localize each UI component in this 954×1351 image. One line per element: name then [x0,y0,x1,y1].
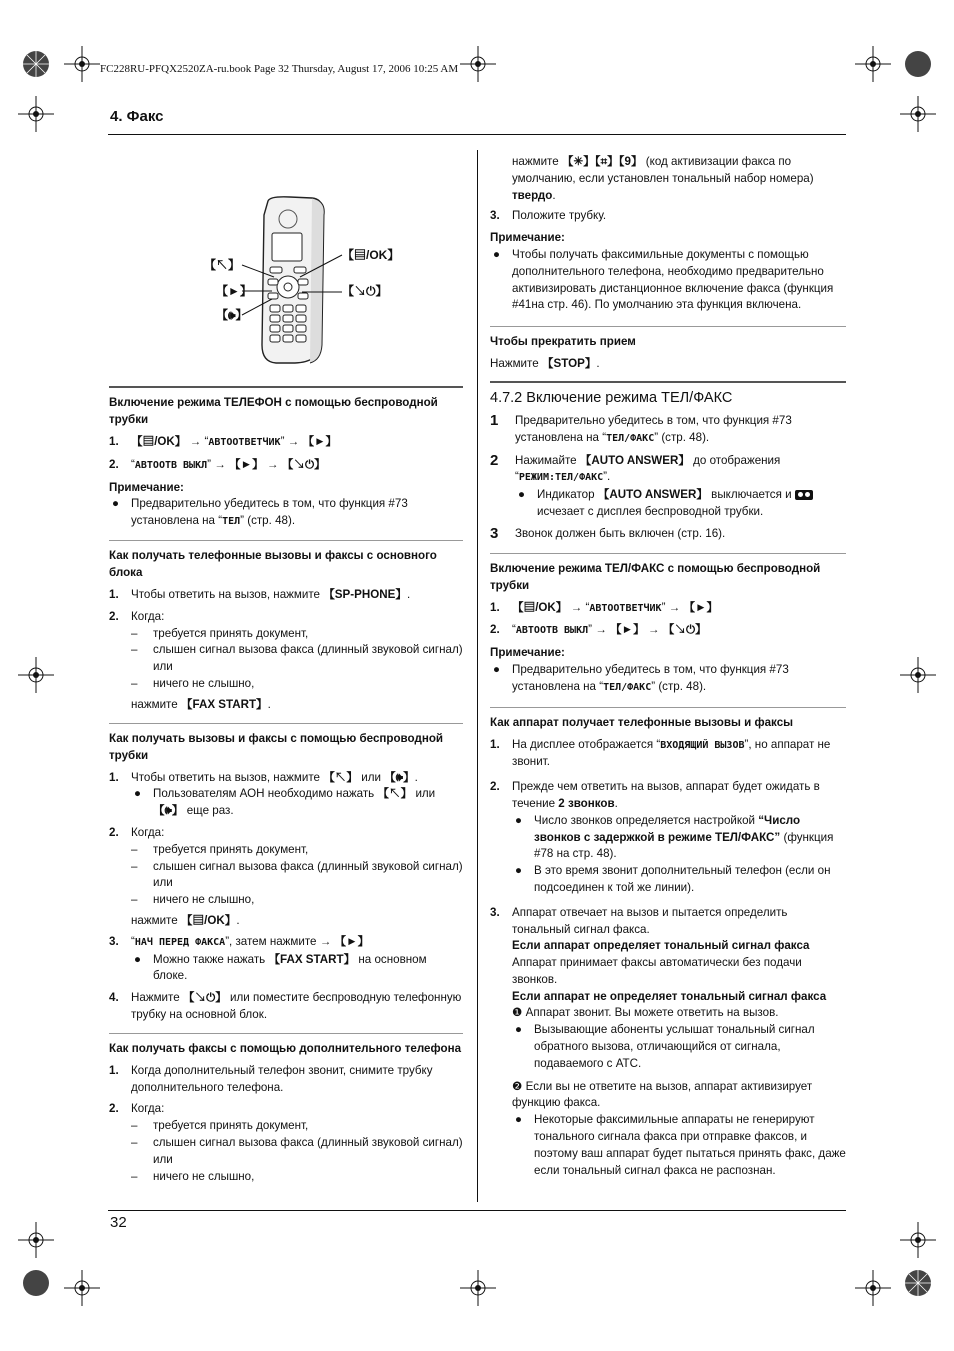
note-label: Примечание: [490,231,565,245]
item-text: Прежде чем ответить на вызов, аппарат будет ожидать в течение [512,780,820,810]
item-text: . [236,913,240,927]
dash-item [131,626,463,643]
section-divider [109,723,463,724]
list-item [109,825,463,842]
dash-icon: – [131,842,138,856]
quote: “ [131,457,135,471]
dash-icon: – [131,859,138,873]
key-label: 【FAX START】 [268,952,356,966]
section-heading: Как получать факсы с помощью дополнительного телефона [109,1041,462,1055]
section-divider [490,326,846,327]
key-label: 【✳】【⌗】【9】 [561,155,643,168]
section-title: 4. Факс [110,108,164,125]
item-text: Положите трубку. [512,209,607,223]
item-text: ничего не слышно, [153,893,255,907]
item-text: требуется принять документ, [153,626,309,640]
crosshair-mark-left-bottom [18,1222,54,1258]
lcd-text: ВХОДЯЩИЙ ВЫЗОВ [660,739,745,751]
item-text: (код активизации факса по умолчанию, если установлен тональный набор номера) [512,155,814,185]
bullet-item [512,1112,846,1179]
subsection-heading: 4.7.2 Включение режима ТЕЛ/ФАКС [490,389,733,406]
figure-label-off: 【↘⏻】 [342,284,388,298]
bullet-item [490,662,846,697]
item-text: Когда дополнительный телефон звонит, снимите трубку дополнительного телефона. [131,1063,433,1094]
key-label: 【AUTO ANSWER】 [597,488,708,502]
item-text: слышен сигнал вызова факса (длинный звуковой сигнал) или [153,1135,463,1166]
section-divider [109,386,463,388]
dash-item [131,1135,463,1169]
key-label: 【STOP】 [541,357,597,371]
key-label: 【►】 [610,623,645,637]
bullet-icon: ● [134,787,142,801]
continued-text [490,154,846,204]
item-text: Можно также нажать [153,952,269,966]
dash-icon: – [131,1119,138,1133]
item-text: Нажмите [490,357,542,371]
item-text: “Число звонков с задержкой в режиме ТЕЛ/ФАКС” [534,813,801,844]
key-label: 【↘⏻】 [182,991,227,1005]
footer-rule [108,1210,846,1211]
key-label: 【►】 [302,435,338,448]
list-item [109,434,463,452]
figure-label-menu-ok: 【▤/OK】 [342,248,400,262]
item-number: 3. [109,934,119,948]
column-divider [477,150,478,1202]
item-text: Число звонков определяется настройкой [534,813,759,827]
dash-icon: – [131,1135,138,1149]
key-label: 【↖】 [377,787,413,801]
lcd-text: АВТООТВЕТЧИК [589,602,662,614]
item-text: . [596,357,600,371]
condition-heading: Если аппарат не определяет тональный сигнал факса [512,989,827,1003]
key-label: 【▤/OK】 [131,435,187,448]
bullet-item [512,863,846,897]
list-item [109,1101,463,1118]
note-text: ” (стр. 48). [240,514,296,528]
item-text: . [267,697,271,711]
item-text: ничего не слышно, [153,676,255,690]
circled-two-icon: ❷ [512,1079,523,1093]
dash-icon: – [131,1169,138,1183]
item-number: 2. [109,457,119,471]
item-text: требуется принять документ, [153,1119,309,1133]
figure-label-talk: 【↖】 [204,258,241,272]
note-text: ” (стр. 48). [651,679,707,693]
item-text: В это время звонит дополнительный телефон (если он подсоединен к той же линии). [534,864,831,894]
list-item [490,208,846,225]
item-text: Индикатор [537,488,598,502]
step-item [490,526,846,543]
registration-mark-bl [18,1265,54,1301]
figure-label-right: 【►】 [216,284,252,298]
step-item [490,453,846,488]
item-text: Пользователям АОН необходимо нажать [153,787,378,801]
dash-item [131,642,463,676]
section-heading: Как аппарат получает телефонные вызовы и факсы [490,715,794,729]
lcd-text: ТЕЛ/ФАКС [606,432,655,444]
item-text: выключается и [707,488,795,502]
page-number: 32 [110,1214,127,1231]
arrow: → [567,600,586,614]
bullet-item [131,952,463,986]
dash-icon: – [131,893,138,907]
key-label: 【►】 [334,934,370,948]
figure-label-speaker: 【🕪】 [216,308,248,322]
dash-item [131,1118,463,1135]
list-item [490,622,846,640]
item-text: слышен сигнал вызова факса (длинный звуковой сигнал) или [153,643,463,674]
section-divider [490,707,846,708]
bullet-icon: ● [515,864,523,878]
item-text: Нажмите [131,991,183,1005]
key-label: 【🕪】 [153,804,184,818]
key-label: 【↘⏻】 [281,457,326,471]
lcd-text: ТЕЛ [222,516,241,528]
arrow: → [186,435,205,448]
item-text: ”, но аппарат не звонит. [512,737,831,769]
dash-icon: – [131,643,138,657]
header-rule [108,134,846,135]
item-number: 1. [109,1063,119,1077]
right-column [490,154,846,1179]
item-text: твердо [512,188,553,202]
quote: ” → [280,435,303,448]
item-text: Вызывающие абоненты услышат тональный сигнал обратного вызова, отличающийся от сигнала, подаваемого с АТС. [534,1023,815,1070]
quote: “ [512,623,516,637]
section-heading: Включение режима ТЕЛЕФОН с помощью беспроводной трубки [109,396,438,426]
item-text: ничего не слышно, [153,1169,255,1183]
key-label: 【►】 [229,457,264,471]
key-label: 【🕪】 [384,770,415,784]
crosshair-mark-tc [460,46,496,82]
left-column [109,386,463,1185]
section-divider [109,1033,463,1034]
dash-icon: – [131,626,138,640]
key-label: 【↘⏻】 [662,623,707,637]
item-number: 1. [490,737,500,751]
item-text: или [358,770,385,784]
item-text: Чтобы ответить на вызов, нажмите [131,587,324,601]
list-item [490,779,846,813]
crosshair-mark-right-mid [900,657,936,693]
bullet-icon: ● [493,662,501,676]
quote: “ [585,600,590,614]
press-line [109,697,463,714]
quote: ” → [588,623,611,637]
item-text: Нажимайте [515,453,580,467]
step-item [490,413,846,448]
bullet-icon: ● [515,813,523,827]
item-text: На дисплее отображается “ [512,737,661,751]
item-text: ”. [603,470,611,484]
item-text: нажмите [512,155,562,168]
quote: “ [131,934,135,948]
item-text: Если вы не ответите на вызов, аппарат активизирует функцию факса. [512,1079,813,1110]
item-number: 2. [490,623,500,637]
list-item [109,457,463,475]
dash-item [131,892,463,909]
key-label: 【FAX START】 [180,697,268,711]
item-text: Аппарат звонит. Вы можете ответить на вызов. [522,1006,779,1020]
step-number: 1 [490,411,499,429]
crosshair-mark-right-top [900,96,936,132]
registration-mark-br [900,1265,936,1301]
note-text: Предварительно убедитесь в том, что функция #73 установлена на “ [131,497,408,528]
list-item [109,1063,463,1097]
crosshair-mark-right-bottom [900,1222,936,1258]
item-text: ”, затем нажмите → [225,934,335,948]
lcd-text: ТЕЛ/ФАКС [603,681,652,693]
crosshair-mark-br [855,1270,891,1306]
key-label: 【AUTO ANSWER】 [579,453,690,467]
quote: ” → [207,457,230,471]
item-text: нажмите [131,913,181,927]
crosshair-mark-bc [460,1270,496,1306]
item-number: 3. [490,209,500,223]
item-text: Чтобы ответить на вызов, нажмите [131,770,324,784]
item-number: 1. [109,770,119,784]
bullet-icon: ● [493,247,501,261]
item-text: до отображения “ [515,453,781,484]
item-text: Предварительно убедитесь в том, что функция #73 установлена на “ [515,413,792,444]
dash-item [131,842,463,859]
note-text: Чтобы получать факсимильные документы с помощью дополнительного телефона, необходимо предварительно активизировать дистанционное включение факса (функция #41на стр. 46). По умолчанию эта функция включена. [512,247,834,312]
crosshair-mark-tl [64,46,100,82]
bullet-item [515,487,846,521]
step-number: 2 [490,451,499,469]
bullet-icon: ● [515,1023,523,1037]
circled-item [490,1079,846,1113]
item-number: 3. [490,905,500,919]
item-text: Аппарат отвечает на вызов и пытается определить тональный сигнал факса. [512,905,788,936]
bullet-item [512,813,846,863]
registration-mark-tl [18,46,54,82]
list-item [490,905,846,939]
list-item [109,587,463,604]
item-text: . [414,770,418,784]
bullet-item [490,247,846,314]
quote: ” → [661,600,684,614]
item-text: слышен сигнал вызова факса (длинный звуковой сигнал) или [153,859,463,890]
lcd-text: АВТООТВ ВЫКЛ [134,459,208,471]
note-text: Предварительно убедитесь в том, что функция #73 установлена на “ [512,662,789,693]
item-text: или поместите беспроводную телефонную трубку на основной блок. [131,991,462,1021]
arrow: → [263,457,282,471]
note-label: Примечание: [490,646,565,660]
key-label: 【↖】 [323,770,358,784]
list-item [490,737,846,772]
crosshair-mark-left-mid [18,657,54,693]
bullet-icon: ● [515,1113,523,1127]
item-number: 4. [109,991,119,1005]
crosshair-mark-tr [855,46,891,82]
dash-item [131,1169,463,1186]
bullet-item [512,1022,846,1072]
item-number: 1. [490,600,500,614]
item-text: Когда: [131,825,165,839]
item-text: Звонок должен быть включен (стр. 16). [515,526,726,540]
print-header: FC228RU-PFQX2520ZA-ru.book Page 32 Thursday, August 17, 2006 10:25 AM [100,63,459,75]
item-text: . [614,796,618,810]
section-divider [490,553,846,554]
circled-item [490,1005,846,1022]
handset-figure [200,195,410,370]
item-text: . [552,188,556,202]
section-heading: Чтобы прекратить прием [490,335,636,349]
item-number: 1. [109,587,119,601]
cassette-icon [795,490,813,500]
item-text: Когда: [131,1102,165,1116]
section-divider [490,381,846,383]
list-item [109,770,463,787]
item-number: 1. [109,435,119,448]
lcd-text: АВТООТВ ВЫКЛ [515,625,589,637]
note-label: Примечание: [109,480,184,494]
list-item [109,990,463,1024]
key-label: 【▤/OK】 [512,600,568,614]
bullet-icon: ● [518,488,526,502]
lcd-text: АВТООТВЕТЧИК [208,437,281,448]
item-text: на основном блоке. [153,952,427,983]
section-heading: Как получать телефонные вызовы и факсы с основного блока [109,548,437,579]
circled-one-icon: ❶ [512,1006,523,1020]
section-heading: Как получать вызовы и факсы с помощью беспроводной трубки [109,731,444,762]
dash-icon: – [131,676,138,690]
key-label: 【▤/OK】 [180,913,237,927]
section-heading: Включение режима ТЕЛ/ФАКС с помощью беспроводной трубки [490,561,821,592]
dash-item [131,676,463,693]
condition-heading: Если аппарат определяет тональный сигнал факса [512,939,810,953]
list-item [109,609,463,626]
item-text: Некоторые факсимильные аппараты не генерируют тонального сигнала факса при отправке факсов, и поэтому ваш аппарат будет пытаться принять факс, даже если тональный сигнал факса не распознан. [534,1113,846,1177]
bullet-item [109,496,463,531]
press-line [109,913,463,930]
item-number: 2. [490,780,500,794]
item-text: требуется принять документ, [153,842,309,856]
stop-line [490,356,846,373]
item-number: 2. [109,609,119,623]
item-text: . [406,587,411,601]
dash-item [131,859,463,893]
item-text: еще раз. [183,804,234,818]
bullet-icon: ● [112,497,120,511]
section-divider [109,540,463,541]
item-text: Когда: [131,609,165,623]
crosshair-mark-bl [64,1270,100,1306]
list-item [490,600,846,618]
lcd-text: НАЧ ПЕРЕД ФАКСА [134,936,226,948]
item-text: 2 звонков [558,796,615,810]
list-item [109,934,463,952]
item-text: (функция #78 на стр. 48). [534,830,834,861]
bullet-item [131,786,463,820]
step-number: 3 [490,524,499,542]
item-text: Аппарат принимает факсы автоматически без подачи звонков. [512,956,802,986]
key-label: 【SP-PHONE】 [323,587,407,601]
quote: “ [204,435,209,448]
arrow: → [644,623,663,637]
item-number: 2. [109,825,119,839]
key-label: 【►】 [683,600,719,614]
item-text: нажмите [131,697,181,711]
registration-mark-tr [900,46,936,82]
item-text: или [412,787,436,801]
bullet-icon: ● [134,952,142,966]
item-number: 2. [109,1102,119,1116]
item-text: исчезает с дисплея беспроводной трубки. [537,504,764,518]
item-text: ” (стр. 48). [654,430,710,444]
lcd-text: РЕЖИМ:ТЕЛ/ФАКС [518,472,604,484]
crosshair-mark-left-top [18,96,54,132]
